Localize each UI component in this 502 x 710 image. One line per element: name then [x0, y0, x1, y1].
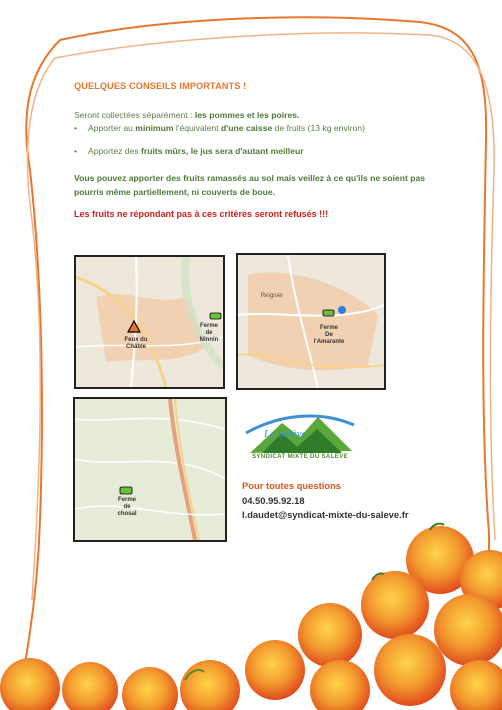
advice-paragraph: Vous pouvez apporter des fruits ramassés au sol mais veillez à ce qu'ils ne soient pas pourris même partiellement, ni couverts de boue.: [74, 173, 426, 197]
map2-label-ferme: Ferme De l'Amarante: [313, 325, 345, 345]
bullet-item-quantity: • Apporter au minimum l'équivalent d'une caisse de fruits (13 kg environ): [74, 123, 365, 133]
bullet-dot-icon: •: [74, 123, 78, 133]
warning-text: Les fruits ne répondant pas à ces critères seront refusés !!!: [74, 209, 329, 219]
map2-town-label: Reignier: [260, 293, 284, 299]
farm-marker-icon: [210, 313, 221, 319]
map-3-graphic: [75, 399, 225, 540]
map1-label-feux: Feux du Châble: [124, 337, 148, 350]
map-2-graphic: [238, 255, 384, 388]
intro-text: Seront collectées séparément : les pommes et les poires.: [74, 110, 300, 120]
contact-phone: 04.50.95.92.18: [242, 495, 305, 506]
section-title: QUELQUES CONSEILS IMPORTANTS !: [74, 81, 247, 91]
farm-marker-icon: [323, 310, 334, 316]
map3-label-ferme: Ferme de chosal: [117, 497, 137, 517]
logo-script-text: Le Salève: [264, 428, 307, 440]
map-1-graphic: [76, 257, 223, 387]
bullet-item-ripeness: • Apportez des fruits mûrs, le jus sera d'autant meilleur: [74, 146, 304, 156]
contact-title: Pour toutes questions: [242, 480, 341, 491]
logo-name: SYNDICAT MIXTE DU SALÈVE: [251, 453, 349, 460]
apples-illustration: [0, 520, 502, 710]
farm-marker-icon: [120, 487, 132, 494]
map-ferme-amarante: [236, 253, 386, 390]
bullet-dot-icon: •: [74, 146, 78, 156]
contact-email-link[interactable]: l.daudet@syndicat-mixte-du-saleve.fr: [242, 509, 409, 520]
map1-label-ferme: Ferme de Ninnin: [199, 323, 219, 343]
map-feux-du-chable: [74, 255, 225, 389]
apple-cluster-icon: [0, 524, 502, 710]
location-pin-icon: [338, 306, 346, 314]
